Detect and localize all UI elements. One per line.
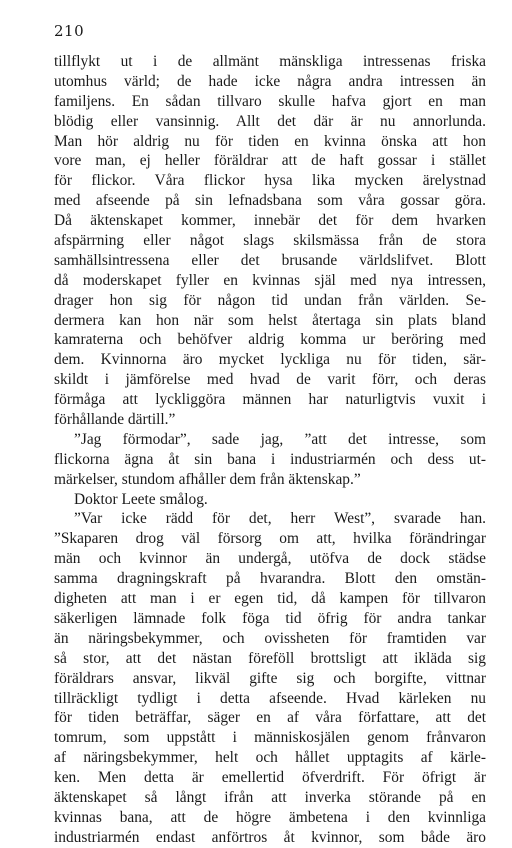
text-line: tomrum, som uppstått i människosjälen genom frånvaron [54, 729, 486, 747]
text-line: föräldrars ansvar, likväl gifte sig och borgifte, vittnar [54, 669, 486, 687]
text-line: samhällsintressena eller det brusande världslifvet. Blott [54, 251, 486, 269]
text-line: Då äktenskapet kommer, innebär det för dem hvarken [54, 212, 486, 230]
text-line: samma dragningskraft på hvarandra. Blott den omstän- [54, 570, 486, 588]
text-line: industriarmén endast anförtros åt kvinnor, som både äro [54, 828, 486, 846]
page-number: 210 [54, 22, 85, 40]
text-line: skildt i jämförelse med hvad de varit förr, och deras [54, 371, 486, 389]
text-line: af näringsbekymmer, helt och hållet upptagits af kärle- [54, 749, 486, 767]
text-line: ”Var icke rädd för det, herr West”, svarade han. [74, 510, 486, 528]
text-line: Man hör aldrig nu för tiden en kvinna önska att hon [54, 132, 486, 150]
text-line: familjens. En sådan tillvaro skulle hafva gjort en man [54, 92, 486, 110]
text-line: flickorna ägna åt sin bana i industriarmén och dess ut- [54, 450, 486, 468]
text-line: ken. Men detta är emellertid öfverdrift. För öfrigt är [54, 769, 486, 787]
text-line: med afseende på sin lefnadsbana som våra gossar göra. [54, 192, 486, 210]
text-line: förmåga att lyckliggöra männen har naturligtvis vuxit i [54, 391, 486, 409]
text-line: kvinnas bana, att de högre ämbetena i den kvinnliga [54, 808, 486, 826]
text-line: afspärrning eller något slags skilsmässa från de stora [54, 232, 486, 250]
text-line: äktenskapet så långt ifrån att inverka störande på en [54, 788, 486, 806]
text-line: Doktor Leete smålog. [74, 490, 208, 508]
text-line: ”Jag förmodar”, sade jag, ”att det intresse, som [74, 430, 486, 448]
text-line: dermera kan hon när som helst återtaga sin plats bland [54, 311, 486, 329]
text-line: tillräckligt tydligt i detta afseende. Hvad kärleken nu [54, 689, 486, 707]
text-line: utomhus värld; de hade icke några andra intressen än [54, 72, 486, 90]
text-line: än näringsbekymmer, och ovissheten för framtiden var [54, 629, 486, 647]
text-line: digheten att man i er egen tid, då kampen för tillvaron [54, 590, 486, 608]
book-page [54, 22, 486, 848]
text-line: kamraterna och behöfver aldrig komma ur beröring med [54, 331, 486, 349]
text-line: då moderskapet fyller en kvinnas själ med nya intressen, [54, 271, 486, 289]
text-line: märkelser, stundom afhåller dem från äktenskap.” [54, 470, 361, 488]
text-line: tillflykt ut i de allmänt mänskliga intressenas friska [54, 53, 486, 70]
text-line: dem. Kvinnorna äro mycket lyckliga nu för tiden, sär- [54, 351, 486, 369]
text-line: förhållande därtill.” [54, 411, 176, 429]
text-line: vore man, ej heller föräldrar att de haft gossar i stället [54, 152, 486, 170]
text-line: ”Skaparen drog väl försorg om att, hvilka förändringar [54, 530, 486, 548]
text-line: för tiden beträffar, säger en af våra författare, att det [54, 709, 486, 727]
text-line: män och kvinnor än undergå, utöfva de dock städse [54, 550, 486, 568]
text-line: drager hon sig för någon tid undan från världen. Se- [54, 291, 486, 309]
page-body-text [54, 52, 486, 848]
text-line: blödig eller vansinnig. Allt det där är nu annorlunda. [54, 112, 486, 130]
text-line: så stor, att det nästan föreföll brottsligt att ikläda sig [54, 649, 486, 667]
text-line: säkerligen lämnade folk föga tid öfrig för andra tankar [54, 609, 486, 627]
text-line: för flickor. Våra flickor hysa lika mycken ärelystnad [54, 172, 486, 190]
